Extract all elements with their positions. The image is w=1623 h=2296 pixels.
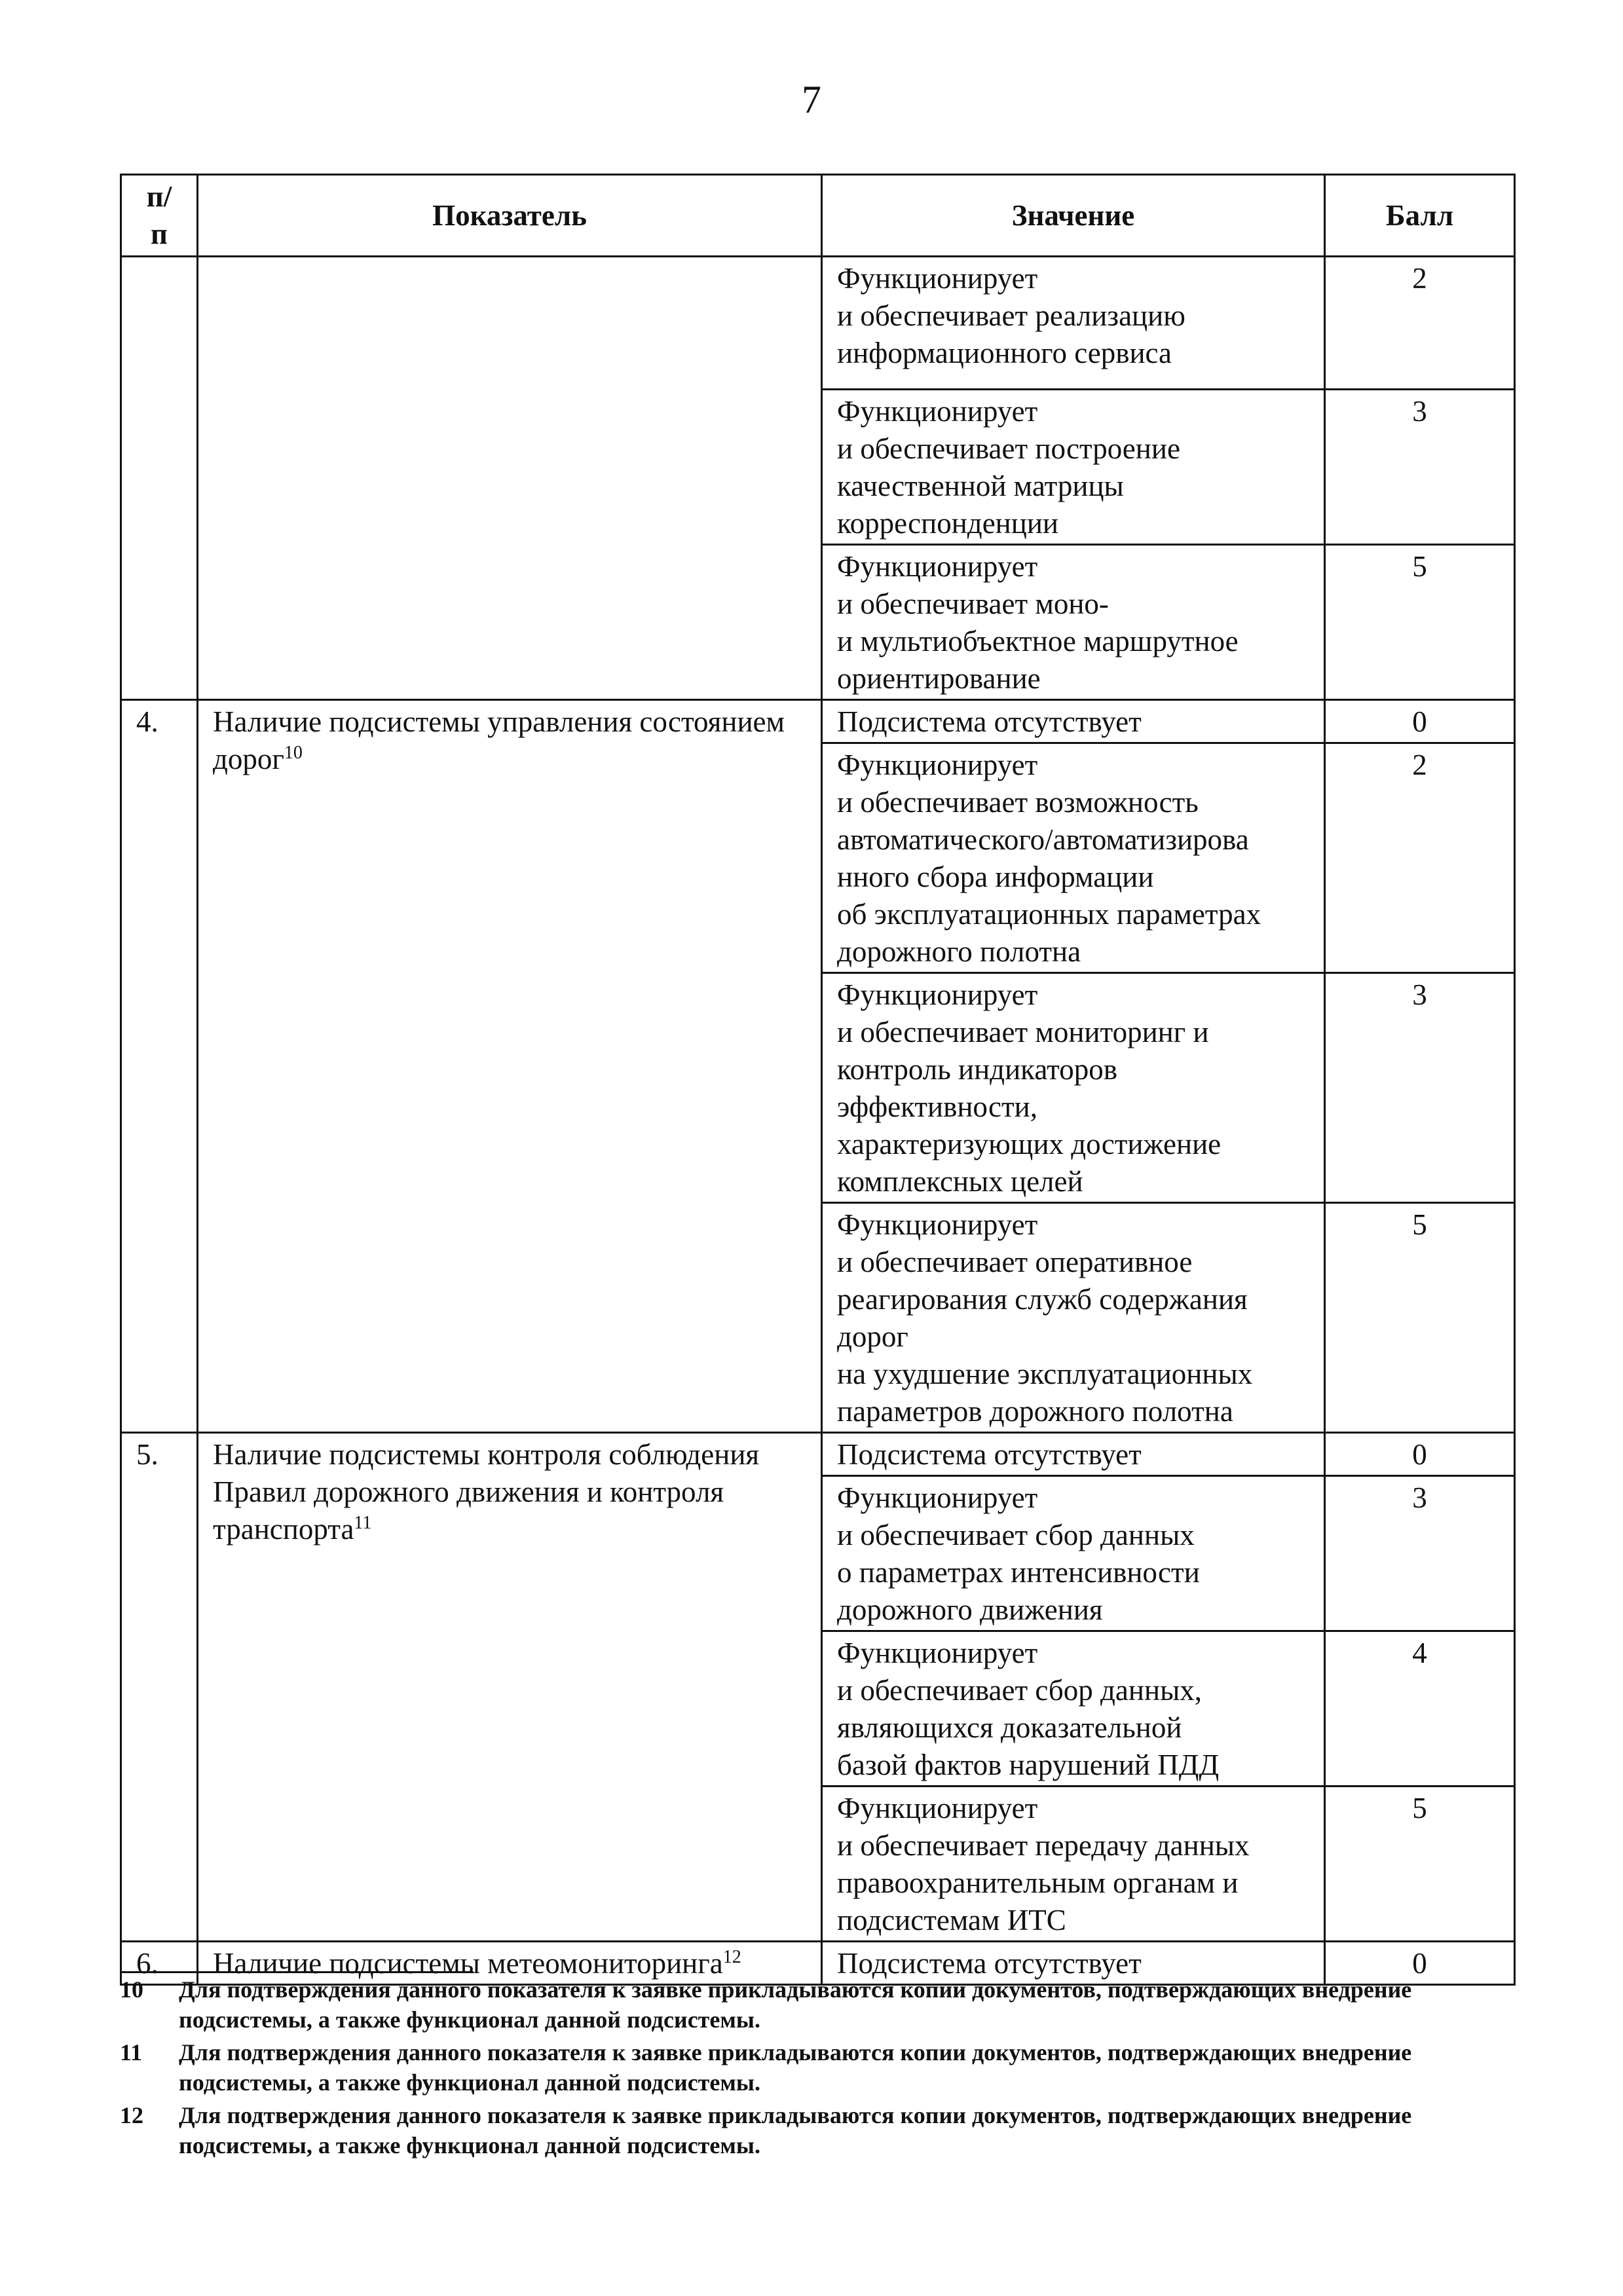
score-cell: 0 <box>1325 700 1515 743</box>
score-cell: 5 <box>1325 1203 1515 1433</box>
footnote-number: 10 <box>120 1976 143 2003</box>
footnotes <box>120 1974 1515 2163</box>
header-num: п/ п <box>121 175 198 257</box>
page-number: 7 <box>802 78 821 121</box>
row-number: 5. <box>121 1433 198 1942</box>
score-cell: 2 <box>1325 257 1515 390</box>
footnote-ref: 12 <box>722 1947 741 1967</box>
footnote-text: Для подтверждения данного показателя к заявке прикладываются копии документов, подтверждающих внедрение подсистемы, а также функционал данной подсистемы. <box>179 2102 1412 2158</box>
value-cell: Подсистема отсутствует <box>822 1433 1325 1476</box>
cont-num-cell <box>121 257 198 700</box>
score-cell: 3 <box>1325 973 1515 1203</box>
table-row <box>121 1433 1515 1476</box>
value-cell: Функционирует и обеспечивает мониторинг и контроль индикаторов эффективности, характеризующих достижение комплексных целей <box>822 973 1325 1203</box>
header-score: Балл <box>1325 175 1515 257</box>
score-cell: 3 <box>1325 1476 1515 1631</box>
indicator-text: Наличие подсистемы метеомониторинга <box>213 1947 723 1980</box>
value-cell: Подсистема отсутствует <box>822 1942 1325 1985</box>
value-cell: Функционирует и обеспечивает реализацию информационного сервиса <box>822 257 1325 390</box>
score-cell: 0 <box>1325 1942 1515 1985</box>
row-number: 6. <box>121 1942 198 1985</box>
score-cell: 4 <box>1325 1631 1515 1787</box>
cont-indicator-cell <box>198 257 822 700</box>
criteria-table <box>120 174 1516 1986</box>
score-cell: 2 <box>1325 743 1515 973</box>
table-row <box>121 700 1515 743</box>
footnote-ref: 11 <box>354 1513 372 1533</box>
footnote-number: 11 <box>120 2039 143 2065</box>
value-cell: Подсистема отсутствует <box>822 700 1325 743</box>
footnote <box>120 1974 1515 2035</box>
value-cell: Функционирует и обеспечивает построение качественной матрицы корреспонденции <box>822 390 1325 545</box>
indicator-text: Наличие подсистемы управления состоянием дорог <box>213 705 785 775</box>
table-row <box>121 257 1515 390</box>
footnote-ref: 10 <box>284 743 303 763</box>
footnote-divider <box>120 1971 474 1973</box>
value-cell: Функционирует и обеспечивает возможность автоматического/автоматизирова нного сбора информации об эксплуатационных параметрах дорожного полотна <box>822 743 1325 973</box>
value-cell: Функционирует и обеспечивает оперативное реагирования служб содержания дорог на ухудшение эксплуатационных параметров дорожного полотна <box>822 1203 1325 1433</box>
footnote <box>120 2100 1515 2160</box>
header-row <box>121 175 1515 257</box>
value-cell: Функционирует и обеспечивает передачу данных правоохранительным органам и подсистемам ИТС <box>822 1787 1325 1942</box>
score-cell: 5 <box>1325 1787 1515 1942</box>
indicator-cell <box>198 1433 822 1942</box>
value-cell: Функционирует и обеспечивает моно- и мультиобъектное маршрутное ориентирование <box>822 545 1325 700</box>
footnote-number: 12 <box>120 2102 143 2128</box>
row-number: 4. <box>121 700 198 1433</box>
value-cell: Функционирует и обеспечивает сбор данных, являющихся доказательной базой фактов нарушений ПДД <box>822 1631 1325 1787</box>
footnote-text: Для подтверждения данного показателя к заявке прикладываются копии документов, подтверждающих внедрение подсистемы, а также функционал данной подсистемы. <box>179 1976 1412 2033</box>
footnote-text: Для подтверждения данного показателя к заявке прикладываются копии документов, подтверждающих внедрение подсистемы, а также функционал данной подсистемы. <box>179 2039 1412 2096</box>
score-cell: 5 <box>1325 545 1515 700</box>
indicator-cell <box>198 700 822 1433</box>
header-indicator: Показатель <box>198 175 822 257</box>
score-cell: 3 <box>1325 390 1515 545</box>
header-value: Значение <box>822 175 1325 257</box>
indicator-text: Наличие подсистемы контроля соблюдения Правил дорожного движения и контроля транспорта <box>213 1438 760 1546</box>
footnote <box>120 2037 1515 2098</box>
value-cell: Функционирует и обеспечивает сбор данных о параметрах интенсивности дорожного движения <box>822 1476 1325 1631</box>
score-cell: 0 <box>1325 1433 1515 1476</box>
